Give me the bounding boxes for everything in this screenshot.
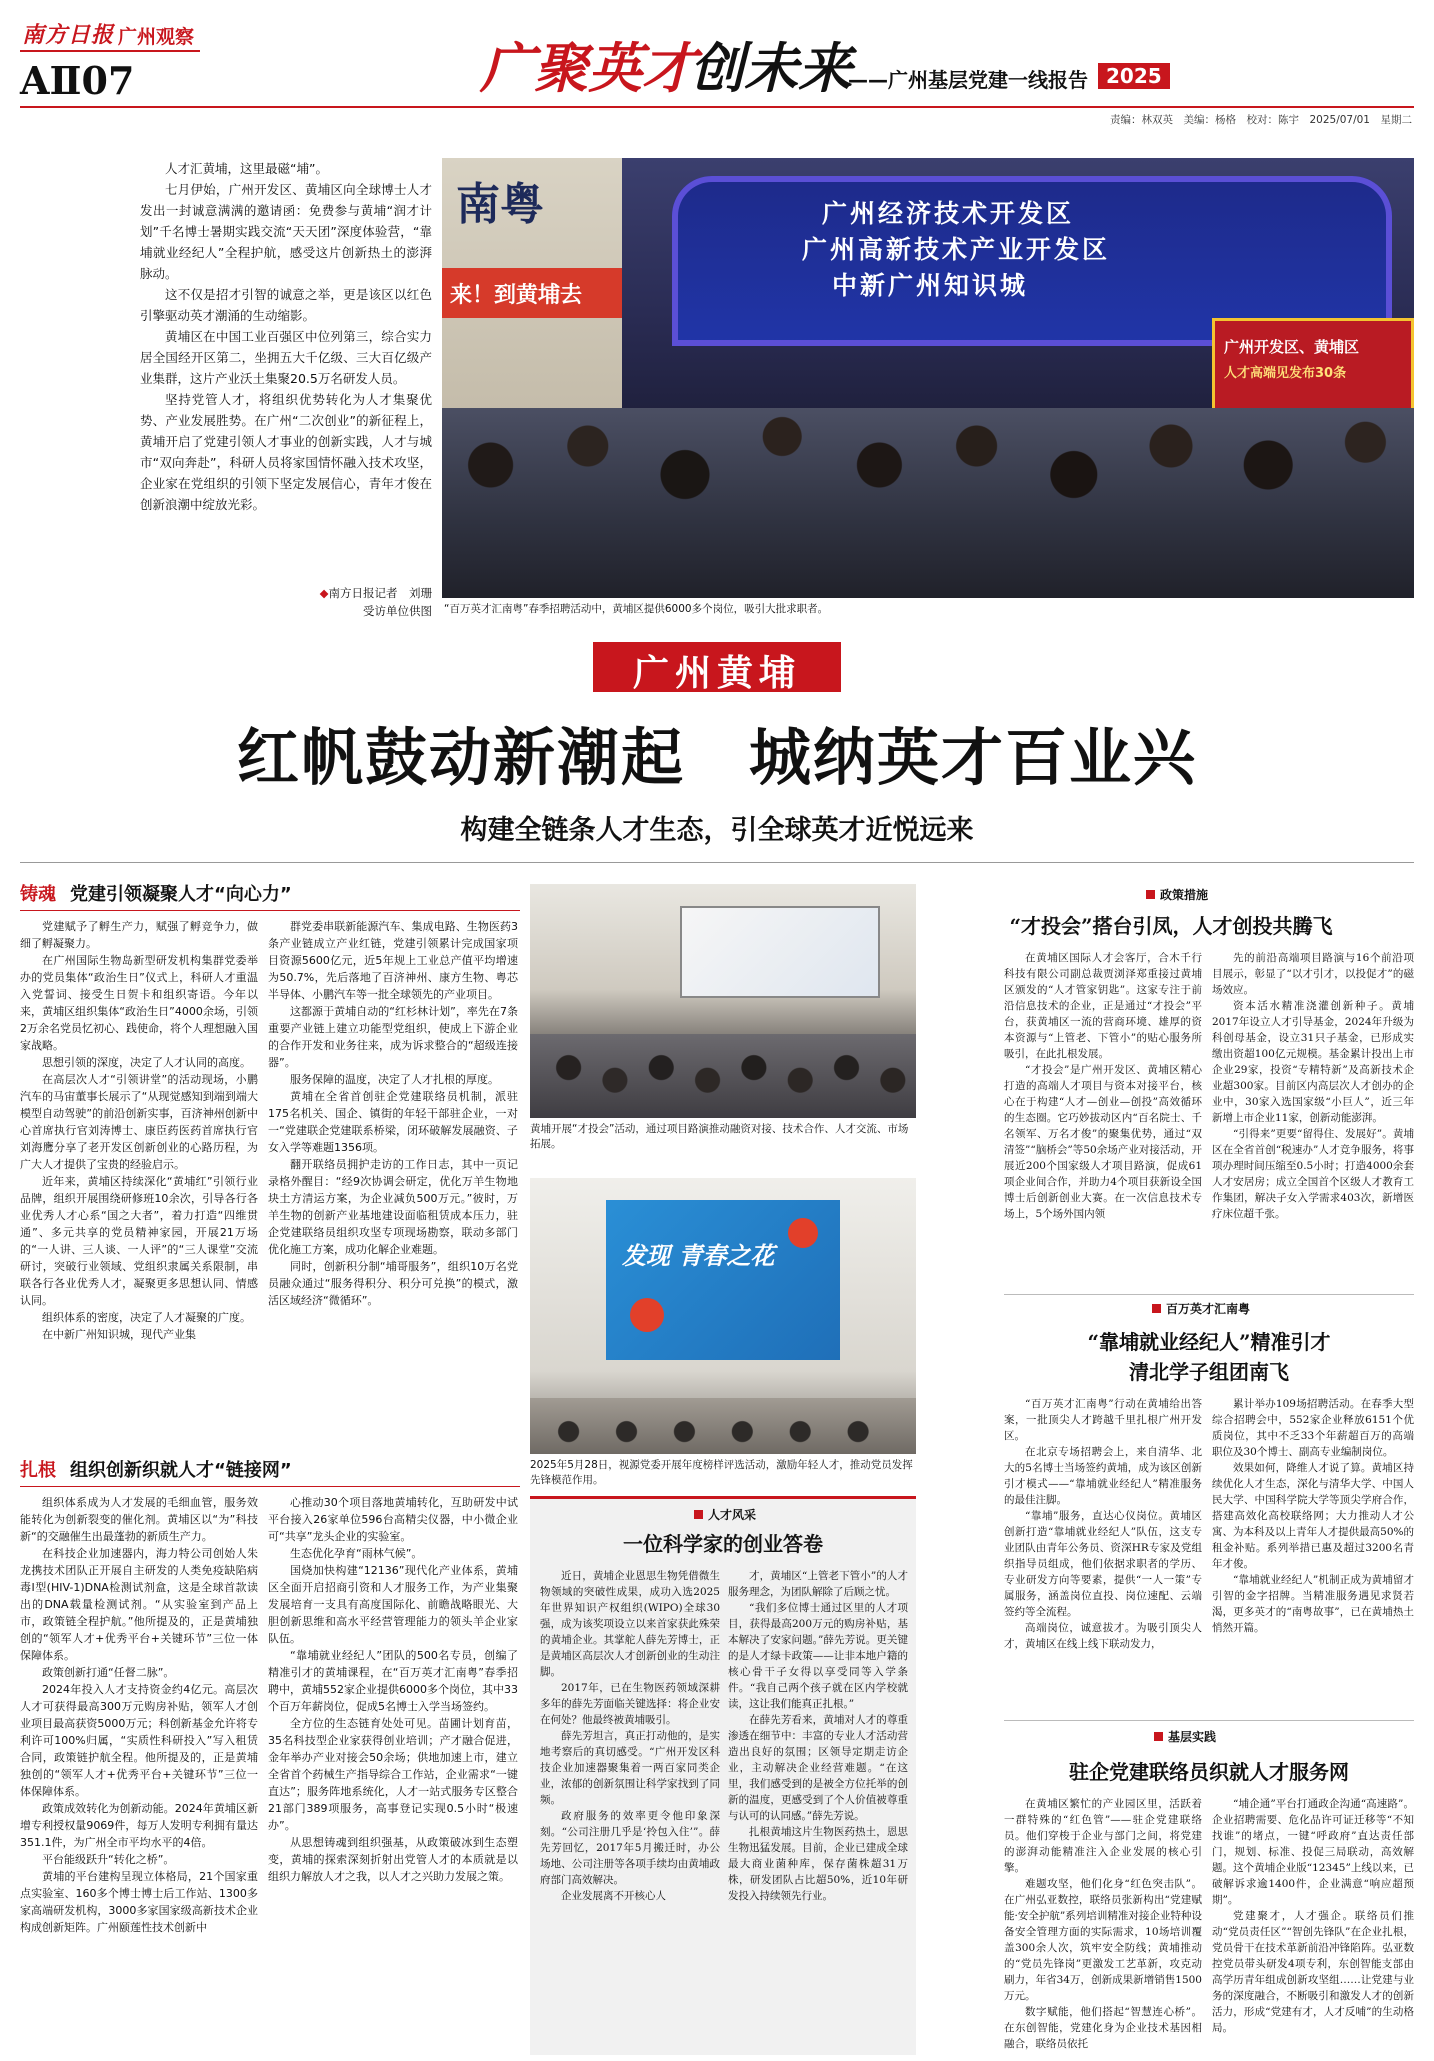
profile-para: 才，黄埔区“上管老下管小”的人才服务理念，为团队解除了后顾之忧。 — [728, 1570, 908, 1598]
policy-col1 — [1004, 950, 1202, 1288]
slogan-a: 广聚英才 — [480, 36, 696, 100]
center-photo-2 — [530, 1178, 916, 1454]
base-tag-label: 基层实践 — [1168, 1730, 1217, 1744]
policy-tag — [1146, 886, 1208, 903]
sec2-para: 生态优化孕育“雨林气候”。 — [290, 1547, 423, 1560]
hero-crowd — [442, 408, 1414, 598]
base-title: 驻企党建联络员织就人才服务网 — [1069, 1760, 1349, 1784]
sub-headline: 构建全链条人才生态，引全球英才近悦远来 — [460, 815, 974, 846]
hero-board-line2: 人才高端见发布30条 — [1224, 366, 1347, 381]
profile-box-title: 一位科学家的创业答卷 — [623, 1532, 823, 1556]
sec1-para: 同时，创新积分制“埔哥服务”，组织10万名党员融众通过“服务得积分、积分可兑换”的模式，激活区域经济“微循环”。 — [268, 1260, 518, 1307]
hero-caption: “百万英才汇南粤”春季招聘活动中，黄埔区提供6000多个岗位，吸引大批求职者。 — [444, 603, 829, 615]
profile-para: 近日，黄埔企业恩思生物凭借微生物领域的突破性成果，成功入选2025年世界知识产权组织(WIPO)全球30强，成为该奖项设立以来首家获此殊荣的黄埔企业。其掌舵人薛先芳博士，正是黄埔区高层次人才创新创业的生动注脚。 — [540, 1570, 720, 1678]
sec1-para: 服务保障的温度，决定了人才扎根的厚度。 — [290, 1073, 499, 1086]
sec2-para: 平台能级跃升“转化之桥”。 — [42, 1853, 175, 1866]
profile-col2 — [728, 1568, 908, 2048]
policy-para: “才投会”是广州开发区、黄埔区精心打造的高端人才项目与资本对接平台，核心在于构建“人才—创业—创投”高效循环的生态圈。它巧妙拔动区内“百名院士、千名领军、万名才俊”的聚集优势，通过“双清签”“脑桥会”等50余场产业对接活动，开展近200个国家级人才项目路演，促成61项企业间合作，并助力4个项目获新设全国博士后创新创业大赛。在一次信息技术专场上，5个场外国内领 — [1004, 1064, 1202, 1220]
sec1-col2 — [268, 918, 518, 1440]
intro-para: 七月伊始，广州开发区、黄埔区向全球博士人才发出一封诚意满满的邀请函：免费参与黄埔“润才计划”千名博士暑期实践交流“天天团”深度体验营，“靠埔就业经纪人”全程护航，感受这片创新热土的澎湃脉动。 — [140, 182, 432, 281]
center-photo-2-caption: 2025年5月28日，视源党委开展年度榜样评选活动，激励年轻人才，推动党员发挥先锋模范作用。 — [530, 1459, 913, 1486]
slogan-b: 创未来 — [690, 36, 852, 100]
talent-col1 — [1004, 1396, 1202, 1716]
talent-para: “靠埔”服务，直达心仪岗位。黄埔区创新打造“靠埔就业经纪人”队伍，这支专业团队由青年公务员、资深HR专家及党组织指导员组成，他们依据求职者的学历、专业研发方向等要素，提供“一人一策”专属服务，涵盖岗位直投、岗位速配、云端签约等全流程。 — [1004, 1510, 1202, 1618]
page-meta: 责编：林双英 美编：杨格 校对：陈宇 2025/07/01 星期二 — [1109, 114, 1412, 126]
sec2-para: 2024年投入人才支持资金约4亿元。高层次人才可获得最高300万元购房补贴，领军人才创业项目最高获资5000万元；科创新基金允许将专利许可100%归属，“实质性科研投入”写入租赁合同，政策链护航全程。他所提及的，正是黄埔独创的“领军人才+优秀平台+关键环节”三位一体保障体系。 — [20, 1683, 258, 1798]
sec1-para: 在中新广州知识城，现代产业集 — [42, 1328, 196, 1341]
base-para: 党建聚才，人才强企。联络员们推动“党员责任区”“智创先锋队”在企业扎根，党员骨干在技术革新前沿冲锋陷阵。弘亚数控党员带头研发4项专利，东创智能支部由高学历青年组成创新攻坚组……让党建与业务的深度融合，不断吸引和激发人才的创新活力，形成“党建有才，人才反哺”的生动格局。 — [1212, 1910, 1414, 2034]
sec2-para: 政策成效转化为创新动能。2024年黄埔区新增专利授权量9069件，每万人发明专利拥有量达351.1件，为广州全市平均水平的4倍。 — [20, 1802, 258, 1849]
intro-para: 坚持党管人才，将组织优势转化为人才集聚优势、产业发展胜势。在广州“二次创业”的新征程上，黄埔开启了党建引领人才事业的创新实践，人才与城市“双向奔赴”，科研人员将家国情怀融入技术攻坚，企业家在党组织的引领下坚定发展信心，青年才俊在创新浪潮中绽放光彩。 — [140, 392, 432, 512]
square-bullet-icon — [694, 1510, 703, 1519]
base-para: 在黄埔区繁忙的产业园区里，活跃着一群特殊的“红色管”——驻企党建联络员。他们穿梭于企业与部门之间，将党建的澎湃动能精准注入企业发展的核心引擎。 — [1004, 1798, 1202, 1874]
sec1-para: 近年来，黄埔区持续深化“黄埔红”引领行业品牌，组织开展围绕研修班10余次，引导各行各业优秀人才心系“国之大者”，着力打造“四维贯通”、多元共享的党员精神家园，开展21万场的“一人讲、三人谈、一人评”的“三人课堂”交流研讨，突破行业领域、党组织隶属关系限制，串联各行各业优秀人才，凝聚更多思想认同、情感认同。 — [20, 1175, 258, 1307]
talent-rule — [1004, 1720, 1414, 1721]
talent-col2 — [1212, 1396, 1414, 1716]
hero-sign-nanyue: 南粤 — [456, 179, 544, 230]
masthead-underline — [20, 50, 200, 52]
base-para: “埔企通”平台打通政企沟通“高速路”。企业招聘需要、危化品许可证迁移等“不知找谁”的堵点，一键“呼政府”直达责任部门，规划、标准、投促三局联动，高效解题。这个黄埔企业版“12345”上线以来，已破解诉求逾1400件，企业满意“响应超预期”。 — [1212, 1798, 1414, 1906]
byline: ◆南方日报记者 刘珊 受访单位供图 — [260, 584, 432, 620]
page-number: AⅡ07 — [20, 58, 135, 103]
base-tag — [1154, 1728, 1216, 1745]
sec1-para: 黄埔在全省首创驻企党建联络员机制，派驻175名机关、国企、镇街的年轻干部驻企业，一对一“党建联企党建联系桥梁，闭环破解发展融资、子女入学等难题1356项。 — [268, 1090, 518, 1154]
talent-title-2: 清北学子组团南飞 — [1129, 1360, 1289, 1384]
headline-rule — [20, 862, 1414, 863]
sec2-para: 从思想铸魂到组织强基，从政策破冰到生态塑变，黄埔的探索深刻折射出党管人才的本质就是以组织力解放人才之我，以人才之兴助力发展之策。 — [268, 1836, 518, 1883]
talent-para: “百万英才汇南粤”行动在黄埔给出答案，一批顶尖人才跨越千里扎根广州开发区。 — [1004, 1398, 1202, 1442]
sec1-para: 在高层次人才“引领讲堂”的活动现场，小鹏汽车的马宙董事长展示了“从现觉感知到端到端大模型自动驾驶”的前沿创新实事，百济神州创新中心首席执行官刘涛博士、康臣药医药首席执行官刘海鹰分享了老开发区创新创业的心路历程，为广大人才提供了宝贵的经验启示。 — [20, 1073, 258, 1171]
sec1-rule — [20, 910, 520, 911]
flower-icon — [788, 1218, 818, 1248]
center-photo-1 — [530, 884, 916, 1118]
talent-title-1: “靠埔就业经纪人”精准引才 — [1087, 1330, 1331, 1354]
sec1-para: 翻开联络员拥护走访的工作日志，其中一页记录格外醒目：“经9次协调会研定，优化万羊生物地块土方清运方案，为企业减负500万元。”彼时，万羊生物的创新产业基地建设面临租赁成本压力，驻企党建联络员组织攻坚专项现场勘察，联动多部门优化施工方案，成功化解企业难题。 — [268, 1158, 518, 1256]
policy-rule — [1004, 1294, 1414, 1295]
sec1-para: 党建赋予了孵生产力，赋强了孵竞争力，做细了孵凝聚力。 — [20, 920, 258, 950]
base-para: 数字赋能，他们搭起“智慧连心桥”。在东创智能，党建化身为企业技术基因相融合，联络员依托 — [1004, 2006, 1202, 2050]
sec2-heading — [20, 1456, 292, 1482]
sec1-para: 这都源于黄埔自动的“红杉林计划”，率先在7条重要产业链上建立功能型党组织，使成上下游企业的合作开发和业务往来，成为诉求整合的“超级连接器”。 — [268, 1005, 518, 1069]
base-col2 — [1212, 1796, 1414, 2054]
hero-sign-line2: 广州高新技术产业开发区 — [802, 235, 1111, 264]
talent-para: 效果如何，降维人才说了算。黄埔区持续优化人才生态，深化与清华大学、中国人民大学、中国科学院大学等顶尖学府合作，搭建高效化高校联络网；大力推动人才公寓、为本科及以上青年人才提供最高50%的租金补贴。系列举措已惠及超过3200名青年才俊。 — [1212, 1462, 1414, 1570]
year-badge: 2025 — [1098, 63, 1170, 89]
profile-box-tag-label: 人才风采 — [708, 1508, 757, 1522]
hero-photo — [442, 158, 1414, 598]
base-para: 难题攻坚，他们化身“红色突击队”。在广州弘亚数控，联络员张新构出“党建赋能·安全护航”系列培训精准对接企业特种设备安全管理方面的实际需求，10场培训覆盖300余人次，筑牢安全防线；黄埔推动的“党员先锋岗”更激发工艺革新，攻克动刷力，年省34万，创新成果新增销售1500万元。 — [1004, 1878, 1202, 2002]
policy-para: 在黄埔区国际人才会客厅，合木千行科技有限公司副总裁贾浏泽郑重接过黄埔区颁发的“人才管家钥匙”。这家专注于前沿信息技术的企业，正是通过“才投会”平台，获黄埔区一流的营商环境、雄厚的资本资源与“上管老、下管小”的贴心服务所吸引，在此扎根发展。 — [1004, 952, 1202, 1060]
sec1-col1 — [20, 918, 258, 1440]
sec2-para: 黄埔的平台建构呈现立体格局，21个国家重点实验室、160多个博士博士后工作站、1300多家高端研发机构，3000多家国家级高新技术企业构成创新矩阵。广州颐莲性技术创新中 — [20, 1870, 258, 1934]
policy-col2 — [1212, 950, 1414, 1288]
stage-backdrop-title: 发现 青春之花 — [622, 1241, 775, 1270]
sec1-tag: 铸魂 — [20, 884, 56, 905]
profile-box-tag — [694, 1506, 756, 1523]
profile-para: 政府服务的效率更令他印象深刻。“公司注册几乎是‘拎包入住’”。薛先芳回忆，2017年5月搬迁时，办公场地、公司注册等各项手续均由黄埔政府部门高效解决。 — [540, 1810, 720, 1886]
talent-para: “靠埔就业经纪人”机制正成为黄埔留才引智的金字招牌。当精准服务遇见求贤若渴，更多英才的“南粤故事”，已在黄埔热土悄然开篇。 — [1212, 1574, 1414, 1634]
sec2-title: 组织创新织就人才“链接网” — [70, 1460, 292, 1481]
sec1-title: 党建引领凝聚人才“向心力” — [70, 884, 292, 905]
sec2-para: 在科技企业加速器内，海力特公司创始人朱龙携技术团队正开展自主研发的人类免疫缺陷病毒Ⅰ型(HIV-1)DNA检测试剂盒，这是全球首款读出的DNA载量检测试剂。“从实验室到产品上市，政策链全程护航。”他所提及的，正是黄埔独创的“领军人才+优秀平台+关键环节”三位一体保障体系。 — [20, 1547, 258, 1662]
byline-reporter: 南方日报记者 刘珊 — [328, 586, 432, 600]
base-col1 — [1004, 1796, 1202, 2054]
square-bullet-icon — [1152, 1304, 1161, 1313]
profile-col1 — [540, 1568, 720, 2048]
sec2-para: 国烧加快构建“12136”现代化产业体系，黄埔区全面开启招商引资和人才服务工作，为产业集聚发展培育一支具有高度国际化、前瞻战略眼光、大胆创新思维和高水平经营管理能力的领头羊企业家队伍。 — [268, 1564, 518, 1645]
profile-para: 薛先芳坦言，真正打动他的，是实地考察后的真切感受。“广州开发区科技企业加速器聚集着一两百家同类企业，浓郁的创新氛围让科学家找到了同频。 — [540, 1730, 720, 1806]
sec1-para: 组织体系的密度，决定了人才凝聚的广度。 — [42, 1311, 251, 1324]
profile-para: 在薛先芳看来，黄埔对人才的尊重渗透在细节中：丰富的专业人才活动营造出良好的氛围；区领导定期走访企业，主动解决企业经营难题。“在这里，我们感受到的是被全方位托举的创新的温度，更感受到了个人价值被尊重与认可的认同感。”薛先芳说。 — [728, 1714, 908, 1822]
masthead — [0, 0, 1434, 128]
flower-icon — [630, 1298, 664, 1332]
sec1-para: 在广州国际生物岛新型研发机构集群党委举办的党员集体“政治生日”仪式上，科研人才重温入党誓词、接受生日贺卡和组织寄语。今年以来，黄埔区组织集体“政治生日”4000余场，引领2万余名党员忆初心、践使命，将个人理想融入国家战略。 — [20, 954, 258, 1052]
sec1-heading — [20, 880, 292, 906]
hero-sign-goto: 来！到黄埔去 — [450, 283, 583, 308]
intro-para: 黄埔区在中国工业百强区中位列第三，综合实力居全国经开区第二，坐拥五大千亿级、三大百亿级产业集群，这片产业沃土集聚20.5万名研发人员。 — [140, 329, 432, 386]
sec2-para: 组织体系成为人才发展的毛细血管，服务效能转化为创新裂变的催化剂。黄埔区以“为”科技新“的交融催生出最蓬勃的新质生产力。 — [20, 1496, 258, 1543]
square-bullet-icon — [1154, 1732, 1163, 1741]
sec2-rule — [20, 1486, 520, 1487]
policy-para: 资本活水精准浇灌创新种子。黄埔2017年设立人才引导基金，2024年升级为科创母基金，设立31只子基金，已形成实缴出资超100亿元规模。基金累计投出上市企业29家，投资“专精特新”及高新技术企业超300家。目前区内高层次人才创办的企业中，30家入选国家级“小巨人”，近三年新增上市企业11家，创新动能澎湃。 — [1212, 1000, 1414, 1124]
square-bullet-icon — [1146, 890, 1155, 899]
sec2-para: 心推动30个项目落地黄埔转化，互助研发中试平台接入26家单位596台高精尖仪器，中小微企业可“共享”龙头企业的实验室。 — [268, 1496, 518, 1543]
center-photo-1-caption: 黄埔开展“才投会”活动，通过项目路演推动融资对接、技术合作、人才交流、市场拓展。 — [530, 1123, 909, 1150]
profile-para: 扎根黄埔这片生物医药热土，恩思生物迅猛发展。目前，企业已建成全球最大商业菌种库，保存菌株超31万株，研发团队占比超50%，近10年研发投入持续领先行业。 — [728, 1826, 908, 1902]
policy-title: “才投会”搭台引凤，人才创投共腾飞 — [1009, 914, 1333, 938]
district-label: 广州黄埔 — [632, 652, 801, 694]
talent-para: 高端岗位，诚意拔才。为吸引顶尖人才，黄埔区在线上线下联动发力， — [1004, 1622, 1202, 1650]
slogan-sub: ——广州基层党建一线报告 — [848, 68, 1088, 92]
profile-para: 企业发展离不开核心人 — [561, 1890, 666, 1902]
edition-name: 广州观察 — [118, 26, 195, 48]
intro-para: 人才汇黄埔，这里最磁“埔”。 — [165, 161, 328, 176]
hero-sign-line1: 广州经济技术开发区 — [822, 199, 1075, 228]
sec2-para: “靠埔就业经纪人”团队的500名专员，创编了精准引才的黄埔课程，在“百万英才汇南粤”春季招聘中，黄埔552家企业提供6000多个岗位，其中33个百万年薪岗位，促成5名博士入学当场签约。 — [268, 1649, 518, 1713]
paper-logo: 南方日报 — [22, 22, 115, 48]
sec1-para: 群党委串联新能源汽车、集成电路、生物医药3条产业链成立产业红链，党建引领累计完成国家项目资源5600亿元，近5年规上工业总产值平均增速为50.7%，先后落地了百济神州、康方生物、粤芯半导体、小鹏汽车等一批全球领先的产业项目。 — [268, 920, 518, 1001]
intro-text — [140, 158, 432, 578]
intro-para: 这不仅是招才引智的诚意之举，更是该区以红色引擎驱动英才潮涌的生动缩影。 — [140, 287, 432, 323]
talent-tag — [1152, 1300, 1250, 1317]
sec2-col2 — [268, 1494, 518, 2052]
byline-photo: 受访单位供图 — [363, 604, 432, 618]
profile-para: 2017年，已在生物医药领域深耕多年的薛先芳面临关键选择：将企业安在何处？他最终被黄埔吸引。 — [540, 1682, 720, 1726]
stage-screen — [680, 906, 880, 998]
header-rule — [20, 106, 1414, 108]
policy-tag-label: 政策措施 — [1160, 888, 1209, 902]
talent-para: 累计举办109场招聘活动。在春季大型综合招聘会中，552家企业释放6151个优质岗位，其中不乏33个年薪超百万的高端职位及30个博士、副高专业编制岗位。 — [1212, 1398, 1414, 1458]
talent-para: 在北京专场招聘会上，来自清华、北大的5名博士当场签约黄埔，成为该区创新引才模式——“靠埔就业经纪人”精准服务的最佳注脚。 — [1004, 1446, 1202, 1506]
talent-tag-label: 百万英才汇南粤 — [1166, 1302, 1251, 1316]
sec1-para: 思想引领的深度，决定了人才认同的高度。 — [42, 1056, 251, 1069]
policy-para: “引得来”更要“留得住、发展好”。黄埔区在全省首创“税速办”人才竞争服务，将事项办理时间压缩至0.5小时；打造4000余套人才安居房；成立全国首个区级人才教育工作集团，解决子女入学需求403次，新增医疗床位超千张。 — [1212, 1128, 1414, 1220]
hero-sign-line3: 中新广州知识城 — [832, 271, 1029, 300]
profile-para: “我们多位博士通过区里的人才项目，获得最高200万元的购房补贴，基本解决了安家问题。”薛先芳说。更关键的是人才绿卡政策——让非本地户籍的核心骨干子女得以享受同等入学条件。“我自己两个孩子就在区内学校就读，这让我们能真正扎根。” — [728, 1602, 908, 1710]
policy-para: 先的前沿高端项目路演与16个前沿项目展示，彰显了“以才引才，以投促才”的磁场效应。 — [1212, 952, 1414, 996]
sec2-tag: 扎根 — [20, 1460, 56, 1481]
sec2-para: 政策创新打通“任督二脉”。 — [42, 1666, 175, 1679]
sec2-col1 — [20, 1494, 258, 2052]
sec2-para: 全方位的生态链育处处可见。苗圃计划育苗，35名科技型企业家获得创业培训；产才融合促进，金年举办产业对接会50余场；供地加速上市，建立全省首个药械生产指导综合工作站，企业需求“一键直达”；服务阵地系统化，人才一站式服务专区整合21部门389项服务，高事登记实现0.5小时“极速办”。 — [268, 1717, 518, 1832]
hero-board-line1: 广州开发区、黄埔区 — [1224, 338, 1360, 356]
main-headline: 红帆鼓动新潮起 城纳英才百业兴 — [236, 721, 1197, 794]
